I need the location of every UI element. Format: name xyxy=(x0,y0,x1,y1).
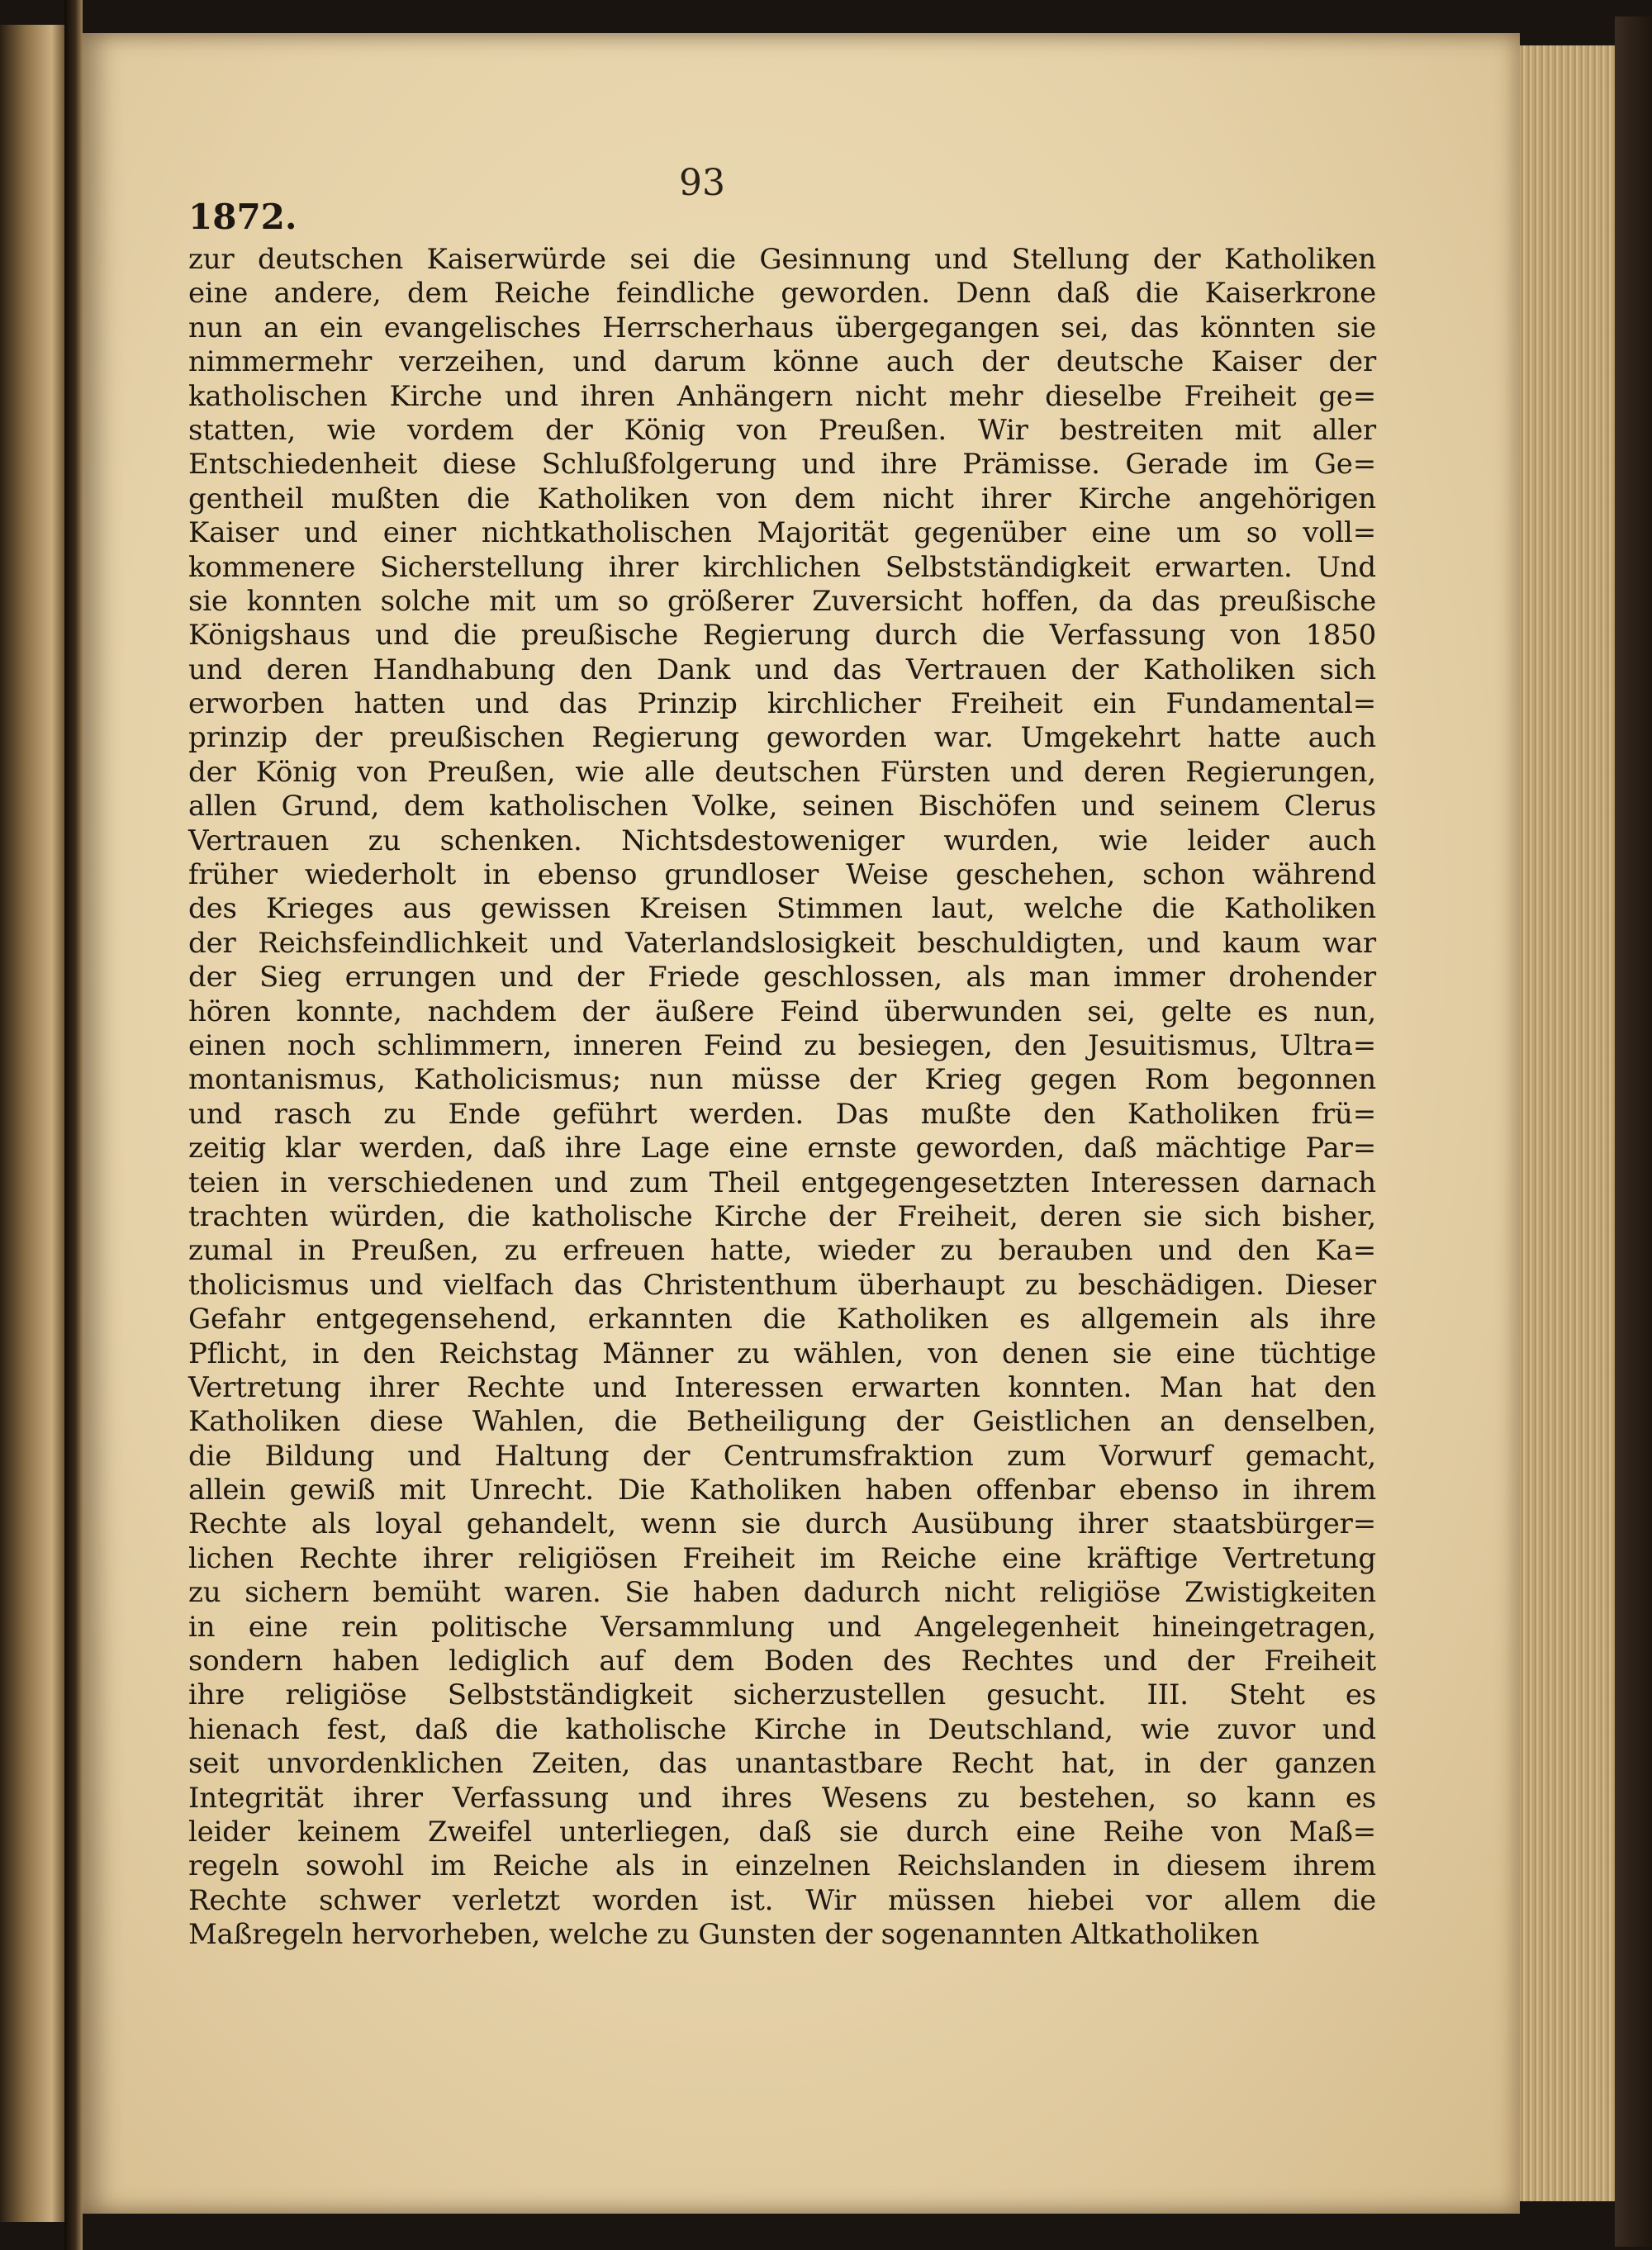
text-line: katholischen Kirche und ihren Anhängern nicht mehr dieselbe Freiheit ge= xyxy=(188,379,1376,413)
text-line: der König von Preußen, wie alle deutschen Fürsten und deren Regierungen, xyxy=(188,755,1376,789)
text-line: allein gewiß mit Unrecht. Die Katholiken haben offenbar ebenso in ihrem xyxy=(188,1474,1376,1507)
text-line: lichen Rechte ihrer religiösen Freiheit im Reiche eine kräftige Vertretung xyxy=(188,1541,1376,1575)
text-line: Rechte schwer verletzt worden ist. Wir müssen hiebei vor allem die xyxy=(188,1883,1376,1917)
text-line: Maßregeln hervorheben, welche zu Gunsten der sogenannten Altkatholiken xyxy=(188,1918,1260,1952)
text-line: erworben hatten und das Prinzip kirchlicher Freiheit ein Fundamental= xyxy=(188,687,1376,721)
text-line: Vertretung ihrer Rechte und Interessen erwarten konnten. Man hat den xyxy=(188,1370,1376,1404)
text-line: allen Grund, dem katholischen Volke, seinen Bischöfen und seinem Clerus xyxy=(188,790,1376,824)
text-line: der Sieg errungen und der Friede geschlossen, als man immer drohender xyxy=(188,961,1376,994)
page-fore-edge xyxy=(1520,45,1615,2201)
running-head-year: 1872. xyxy=(188,197,297,237)
text-line: trachten würden, die katholische Kirche der Freiheit, deren sie sich bisher, xyxy=(188,1199,1376,1233)
page-number: 93 xyxy=(679,162,725,204)
text-line: nun an ein evangelisches Herrscherhaus übergegangen sei, das könnten sie xyxy=(188,311,1376,344)
text-line: und deren Handhabung den Dank und das Vertrauen der Katholiken sich xyxy=(188,653,1376,686)
text-line: nimmermehr verzeihen, und darum könne auch der deutsche Kaiser der xyxy=(188,345,1376,379)
text-line: der Reichsfeindlichkeit und Vaterlandslosigkeit beschuldigten, und kaum war xyxy=(188,926,1376,960)
text-line: Katholiken diese Wahlen, die Betheiligung der Geistlichen an denselben, xyxy=(188,1405,1376,1439)
text-line: sondern haben lediglich auf dem Boden des Rechtes und der Freiheit xyxy=(188,1645,1376,1678)
text-line: einen noch schlimmern, inneren Feind zu besiegen, den Jesuitismus, Ultra= xyxy=(188,1028,1376,1062)
book-cover-board xyxy=(1615,17,1652,2247)
text-line: montanismus, Katholicismus; nun müsse der Krieg gegen Rom begonnen xyxy=(188,1063,1376,1097)
book-gutter xyxy=(64,0,83,2250)
text-line: eine andere, dem Reiche feindliche geworden. Denn daß die Kaiserkrone xyxy=(188,277,1376,311)
text-line: Vertrauen zu schenken. Nichtsdestoweniger wurden, wie leider auch xyxy=(188,824,1376,857)
text-line: ihre religiöse Selbstständigkeit sicherzustellen gesucht. III. Steht es xyxy=(188,1678,1376,1712)
text-line: kommenere Sicherstellung ihrer kirchlichen Selbstständigkeit erwarten. Und xyxy=(188,550,1376,584)
text-line: teien in verschiedenen und zum Theil entgegengesetzten Interessen darnach xyxy=(188,1165,1376,1199)
text-line: früher wiederholt in ebenso grundloser Weise geschehen, schon während xyxy=(188,858,1376,892)
text-line: und rasch zu Ende geführt werden. Das mußte den Katholiken frü= xyxy=(188,1097,1376,1131)
text-line: zeitig klar werden, daß ihre Lage eine ernste geworden, daß mächtige Par= xyxy=(188,1132,1376,1165)
text-line: seit unvordenklichen Zeiten, das unantastbare Recht hat, in der ganzen xyxy=(188,1747,1376,1781)
text-line: Königshaus und die preußische Regierung durch die Verfassung von 1850 xyxy=(188,619,1376,653)
text-line: statten, wie vordem der König von Preußen. Wir bestreiten mit aller xyxy=(188,413,1376,447)
text-line: Gefahr entgegensehend, erkannten die Katholiken es allgemein als ihre xyxy=(188,1303,1376,1336)
text-line: zu sichern bemüht waren. Sie haben dadurch nicht religiöse Zwistigkeiten xyxy=(188,1576,1376,1610)
text-line: hienach fest, daß die katholische Kirche in Deutschland, wie zuvor und xyxy=(188,1712,1376,1746)
text-line: prinzip der preußischen Regierung geworden war. Umgekehrt hatte auch xyxy=(188,721,1376,755)
text-line: tholicismus und vielfach das Christenthum überhaupt zu beschädigen. Dieser xyxy=(188,1268,1376,1302)
text-line: die Bildung und Haltung der Centrumsfraktion zum Vorwurf gemacht, xyxy=(188,1439,1376,1473)
text-line: regeln sowohl im Reiche als in einzelnen Reichslanden in diesem ihrem xyxy=(188,1849,1376,1883)
left-page-edge xyxy=(0,25,64,2222)
text-line: zumal in Preußen, zu erfreuen hatte, wieder zu berauben und den Ka= xyxy=(188,1234,1376,1268)
text-line: leider keinem Zweifel unterliegen, daß sie durch eine Reihe von Maß= xyxy=(188,1815,1376,1849)
text-line: zur deutschen Kaiserwürde sei die Gesinnung und Stellung der Katholiken xyxy=(188,243,1376,276)
text-line: des Krieges aus gewissen Kreisen Stimmen laut, welche die Katholiken xyxy=(188,892,1376,926)
text-line: hören konnte, nachdem der äußere Feind überwunden sei, gelte es nun, xyxy=(188,994,1376,1028)
text-line: sie konnten solche mit um so größerer Zuversicht hoffen, da das preußische xyxy=(188,584,1376,618)
text-line: Kaiser und einer nichtkatholischen Majorität gegenüber eine um so voll= xyxy=(188,516,1376,550)
text-line: in eine rein politische Versammlung und Angelegenheit hineingetragen, xyxy=(188,1610,1376,1644)
text-line: gentheil mußten die Katholiken von dem nicht ihrer Kirche angehörigen xyxy=(188,482,1376,515)
text-line: Rechte als loyal gehandelt, wenn sie durch Ausübung ihrer staatsbürger= xyxy=(188,1507,1376,1541)
text-line: Entschiedenheit diese Schlußfolgerung und ihre Prämisse. Gerade im Ge= xyxy=(188,448,1376,482)
text-line: Pflicht, in den Reichstag Männer zu wählen, von denen sie eine tüchtige xyxy=(188,1336,1376,1370)
text-line: Integrität ihrer Verfassung und ihres Wesens zu bestehen, so kann es xyxy=(188,1781,1376,1815)
body-text xyxy=(188,243,1376,1953)
